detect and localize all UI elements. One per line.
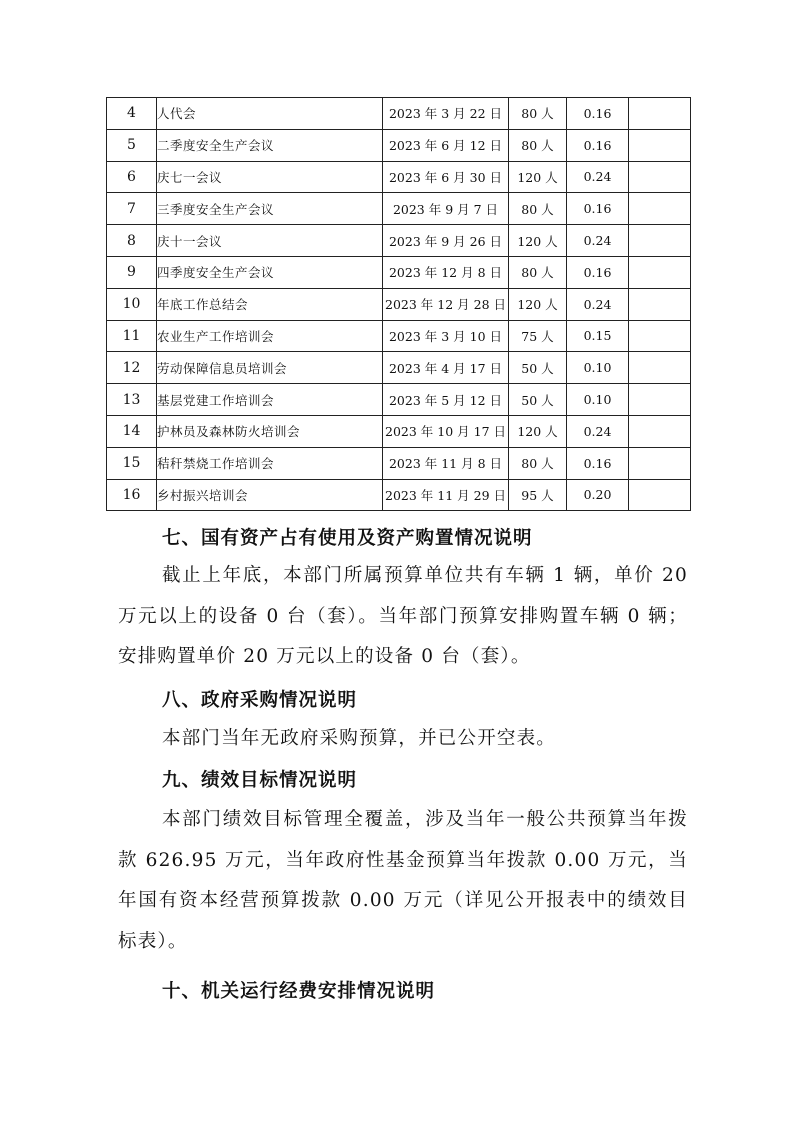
section-8-body: 本部门当年无政府采购预算，并已公开空表。	[162, 728, 557, 749]
amount: 0.10	[567, 352, 629, 384]
note	[629, 193, 691, 225]
meeting-date: 2023 年 11 月 29 日	[383, 479, 509, 511]
note	[629, 415, 691, 447]
meeting-name: 护林员及森林防火培训会	[157, 415, 383, 447]
note	[629, 256, 691, 288]
section-10-heading: 十、机关运行经费安排情况说明	[162, 981, 436, 1002]
table-row	[107, 225, 691, 257]
meeting-date: 2023 年 4 月 17 日	[383, 352, 509, 384]
amount: 0.16	[567, 193, 629, 225]
amount: 0.24	[567, 288, 629, 320]
note	[629, 98, 691, 130]
attendee-count: 120 人	[509, 415, 567, 447]
meeting-expense-table	[106, 97, 691, 511]
attendee-count: 120 人	[509, 225, 567, 257]
table-row	[107, 320, 691, 352]
amount: 0.24	[567, 225, 629, 257]
meeting-name: 基层党建工作培训会	[157, 384, 383, 416]
attendee-count: 50 人	[509, 384, 567, 416]
table-row	[107, 98, 691, 130]
table-row	[107, 161, 691, 193]
amount: 0.16	[567, 129, 629, 161]
row-number: 15	[107, 447, 157, 479]
section-8-heading: 八、政府采购情况说明	[162, 690, 358, 711]
attendee-count: 120 人	[509, 288, 567, 320]
attendee-count: 50 人	[509, 352, 567, 384]
note	[629, 288, 691, 320]
amount: 0.15	[567, 320, 629, 352]
table-row	[107, 415, 691, 447]
meeting-date: 2023 年 12 月 8 日	[383, 256, 509, 288]
row-number: 12	[107, 352, 157, 384]
meeting-name: 四季度安全生产会议	[157, 256, 383, 288]
row-number: 10	[107, 288, 157, 320]
section-7-body: 截止上年底，本部门所属预算单位共有车辆 1 辆，单价 20 万元以上的设备 0 台（套）。当年部门预算安排购置车辆 0 辆；安排购置单价 20 万元以上的设备 0 台（套）。	[118, 565, 688, 667]
meeting-date: 2023 年 3 月 10 日	[383, 320, 509, 352]
note	[629, 352, 691, 384]
row-number: 14	[107, 415, 157, 447]
meeting-name: 庆七一会议	[157, 161, 383, 193]
table-row	[107, 352, 691, 384]
amount: 0.16	[567, 447, 629, 479]
table-row	[107, 447, 691, 479]
table-row	[107, 384, 691, 416]
meeting-name: 劳动保障信息员培训会	[157, 352, 383, 384]
meeting-date: 2023 年 10 月 17 日	[383, 415, 509, 447]
amount: 0.10	[567, 384, 629, 416]
attendee-count: 80 人	[509, 129, 567, 161]
meeting-date: 2023 年 12 月 28 日	[383, 288, 509, 320]
meeting-name: 二季度安全生产会议	[157, 129, 383, 161]
amount: 0.20	[567, 479, 629, 511]
row-number: 7	[107, 193, 157, 225]
table-row	[107, 193, 691, 225]
row-number: 4	[107, 98, 157, 130]
table-row	[107, 479, 691, 511]
table-row	[107, 288, 691, 320]
note	[629, 384, 691, 416]
meeting-date: 2023 年 6 月 12 日	[383, 129, 509, 161]
amount: 0.16	[567, 98, 629, 130]
attendee-count: 95 人	[509, 479, 567, 511]
note	[629, 225, 691, 257]
attendee-count: 80 人	[509, 98, 567, 130]
meeting-date: 2023 年 6 月 30 日	[383, 161, 509, 193]
meeting-name: 秸秆禁烧工作培训会	[157, 447, 383, 479]
section-7-heading: 七、国有资产占有使用及资产购置情况说明	[162, 528, 533, 549]
meeting-name: 年底工作总结会	[157, 288, 383, 320]
row-number: 16	[107, 479, 157, 511]
note	[629, 129, 691, 161]
row-number: 11	[107, 320, 157, 352]
meeting-date: 2023 年 3 月 22 日	[383, 98, 509, 130]
table-row	[107, 129, 691, 161]
section-9-heading: 九、绩效目标情况说明	[162, 770, 358, 791]
row-number: 5	[107, 129, 157, 161]
attendee-count: 120 人	[509, 161, 567, 193]
meeting-name: 三季度安全生产会议	[157, 193, 383, 225]
attendee-count: 80 人	[509, 193, 567, 225]
meeting-name: 人代会	[157, 98, 383, 130]
attendee-count: 75 人	[509, 320, 567, 352]
meeting-date: 2023 年 9 月 26 日	[383, 225, 509, 257]
row-number: 9	[107, 256, 157, 288]
note	[629, 320, 691, 352]
meeting-name: 庆十一会议	[157, 225, 383, 257]
section-9-body: 本部门绩效目标管理全覆盖，涉及当年一般公共预算当年拨款 626.95 万元，当年政府性基金预算当年拨款 0.00 万元，当年国有资本经营预算拨款 0.00 万元（详见公开报表中的绩效目标表）。	[118, 809, 688, 952]
amount: 0.24	[567, 161, 629, 193]
row-number: 6	[107, 161, 157, 193]
meeting-name: 农业生产工作培训会	[157, 320, 383, 352]
meeting-date: 2023 年 5 月 12 日	[383, 384, 509, 416]
meeting-date: 2023 年 9 月 7 日	[383, 193, 509, 225]
amount: 0.24	[567, 415, 629, 447]
row-number: 8	[107, 225, 157, 257]
note	[629, 447, 691, 479]
amount: 0.16	[567, 256, 629, 288]
table-row	[107, 256, 691, 288]
attendee-count: 80 人	[509, 447, 567, 479]
note	[629, 479, 691, 511]
note	[629, 161, 691, 193]
meeting-name: 乡村振兴培训会	[157, 479, 383, 511]
meeting-date: 2023 年 11 月 8 日	[383, 447, 509, 479]
attendee-count: 80 人	[509, 256, 567, 288]
row-number: 13	[107, 384, 157, 416]
